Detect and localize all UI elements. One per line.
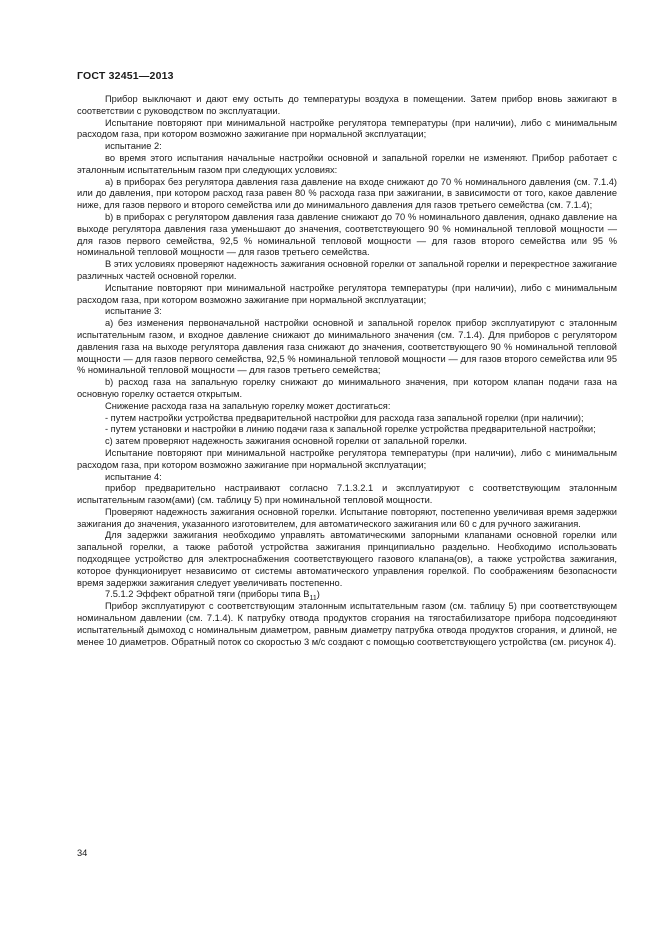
paragraph: Проверяют надежность зажигания основной горелки. Испытание повторяют, постепенно увеличивая время задержки зажигания до значения, указанного изготовителем, для автоматического зажигания или 60 с для ручного зажигания.	[77, 506, 617, 529]
list-item: - путем настройки устройства предварительной настройки для расхода газа запальной горелки (при наличии);	[105, 412, 584, 423]
paragraph: Для задержки зажигания необходимо управлять автоматическими запорными клапанами основной горелки или запальной горелки, а также работой устройства зажигания принципиально раздельно. Необходимо использовать подходящее устройство для электроснабжения соответствующего газового клапана(ов), а также устройства зажигания, которое функционирует независимо от системы автоматического управления горелкой. По соображениям безопасности время задержки зажигания следует увеличивать постепенно.	[77, 530, 617, 588]
section-heading-closing: )	[316, 589, 320, 600]
paragraph: во время этого испытания начальные настройки основной и запальной горелки не изменяют. Прибор работает с эталонным испытательным газом при следующих условиях:	[77, 152, 617, 175]
paragraph: Снижение расхода газа на запальную горелку может достигаться:	[105, 400, 391, 411]
list-item: a) без изменения первоначальной настройки основной и запальной горелок прибор эксплуатируют с эталонным испытательным газом, и входное давление снижают до минимального значения (см. 7.1.4). Для приборов с регулятором давления газа на выходе регулятора давления газа снижают до значения, соответствующего 90 % номинальной тепловой мощности — для газов первого семейства, 92,5 % номинальной тепловой мощности — для газов второго семейства или 95 % номинальной тепловой мощности — для газов третьего семейства;	[77, 318, 617, 376]
paragraph: прибор предварительно настраивают согласно 7.1.3.2.1 и эксплуатируют с соответствующим эталонным испытательным газом(ами) (см. таблицу 5) при номинальной тепловой мощности.	[77, 483, 617, 506]
list-item: a) в приборах без регулятора давления газа давление на входе снижают до 70 % номинального давления (см. 7.1.4) или до давления, при котором расход газа равен 80 % расхода газа при зажигании, в зависимости от того, какое давление ниже, для газов первого и второго семейства или до минимального давления для газов третьего семейства (см. 7.1.4);	[77, 176, 617, 211]
list-item: - путем установки и настройки в линию подачи газа к запальной горелке устройства предварительной настройки;	[105, 424, 596, 435]
paragraph: испытание 4:	[105, 471, 162, 482]
paragraph: Прибор эксплуатируют с соответствующим эталонным испытательным газом (см. таблицу 5) при соответствующем номинальном давлении (см. 7.1.4). К патрубку отвода продуктов сгорания на тягостабилизаторе прибора подсоединяют испытательный дымоход с номинальным диаметром, равным диаметру патрубка отвода продуктов сгорания, и длиной, не менее 10 диаметров. Обратный поток со скоростью 3 м/с создают с помощью соответствующего устройства (см. рисунок 4).	[77, 601, 617, 647]
list-item: b) расход газа на запальную горелку снижают до минимального значения, при котором клапан подачи газа на основную горелку остается открытым.	[77, 377, 617, 399]
paragraph: Испытание повторяют при минимальной настройке регулятора температуры (при наличии), либо с минимальным расходом газа, при котором возможно зажигание при нормальной эксплуатации;	[77, 117, 617, 140]
paragraph: Испытание повторяют при минимальной настройке регулятора температуры (при наличии), либо с минимальным расходом газа, при котором возможно зажигание при нормальной эксплуатации;	[77, 282, 617, 305]
document-header: ГОСТ 32451—2013	[77, 70, 174, 82]
paragraph: Прибор выключают и дают ему остыть до температуры воздуха в помещении. Затем прибор вновь зажигают в соответствии с руководством по эксплуатации.	[77, 94, 617, 116]
page-body	[77, 94, 617, 648]
paragraph: испытание 2:	[105, 141, 162, 152]
section-heading-subscript: 11	[309, 595, 317, 603]
section-heading	[77, 589, 617, 601]
list-item: b) в приборах с регулятором давления газа давление снижают до 70 % номинального давления, однако давление на выходе регулятора давления газа уменьшают до значения, соответствующего 90 % номинальной тепловой мощности — для газов первого семейства, 92,5 % номинальной тепловой мощности — для газов второго семейства или 95 % номинальной тепловой мощности — для газов третьего семейства.	[77, 211, 617, 258]
paragraph: испытание 3:	[105, 306, 162, 317]
paragraph: В этих условиях проверяют надежность зажигания основной горелки от запальной горелки и перекрестное зажигание различных частей основной горелки.	[77, 259, 617, 281]
page-number: 34	[77, 848, 88, 858]
section-heading-text: 7.5.1.2 Эффект обратной тяги (приборы типа B	[105, 589, 310, 600]
list-item: c) затем проверяют надежность зажигания основной горелки от запальной горелки.	[105, 436, 467, 447]
paragraph: Испытание повторяют при минимальной настройке регулятора температуры (при наличии), либо с минимальным расходом газа, при котором возможно зажигание при нормальной эксплуатации;	[77, 447, 617, 470]
